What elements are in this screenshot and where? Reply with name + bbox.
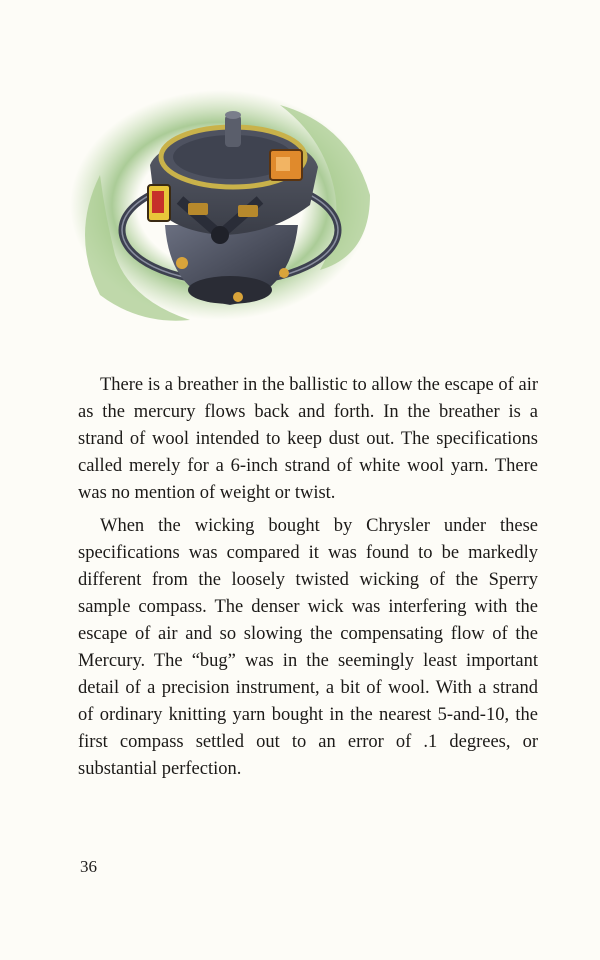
orange-component-window (276, 157, 290, 171)
center-spindle (225, 115, 241, 147)
gimbal-pivot (211, 226, 229, 244)
page-number: 36 (80, 857, 97, 876)
brass-fitting-left (188, 203, 208, 215)
compass-foot (188, 276, 272, 304)
paragraph-1: There is a breather in the ballistic to allow the escape of air as the mercury flows back and forth. In the breather is a strand of wool intended to keep dust out. The specifications called merely for a 6-inch strand of white wool yarn. There was no mention of weight or twist. (78, 375, 538, 503)
brass-knob-right (279, 268, 289, 278)
red-component (152, 191, 164, 213)
brass-knob-left (176, 257, 188, 269)
gyro-compass-illustration (70, 85, 380, 325)
brass-fitting-right (238, 205, 258, 217)
brass-knob-bottom (233, 292, 243, 302)
spindle-top (225, 111, 241, 119)
body-text (78, 372, 538, 783)
paragraph-2: When the wicking bought by Chrysler under these specifications was compared it was found to be markedly different from the loosely twisted wicking of the Sperry sample compass. The denser wick was interfering with the escape of air and so slowing the compensating flow of the Mercury. The “bug” was in the seemingly least important detail of a precision instrument, a bit of wool. With a strand of ordinary knitting yarn bought in the nearest 5-and-10, the first compass settled out to an error of .1 degrees, or substantial perfection. (78, 516, 538, 779)
